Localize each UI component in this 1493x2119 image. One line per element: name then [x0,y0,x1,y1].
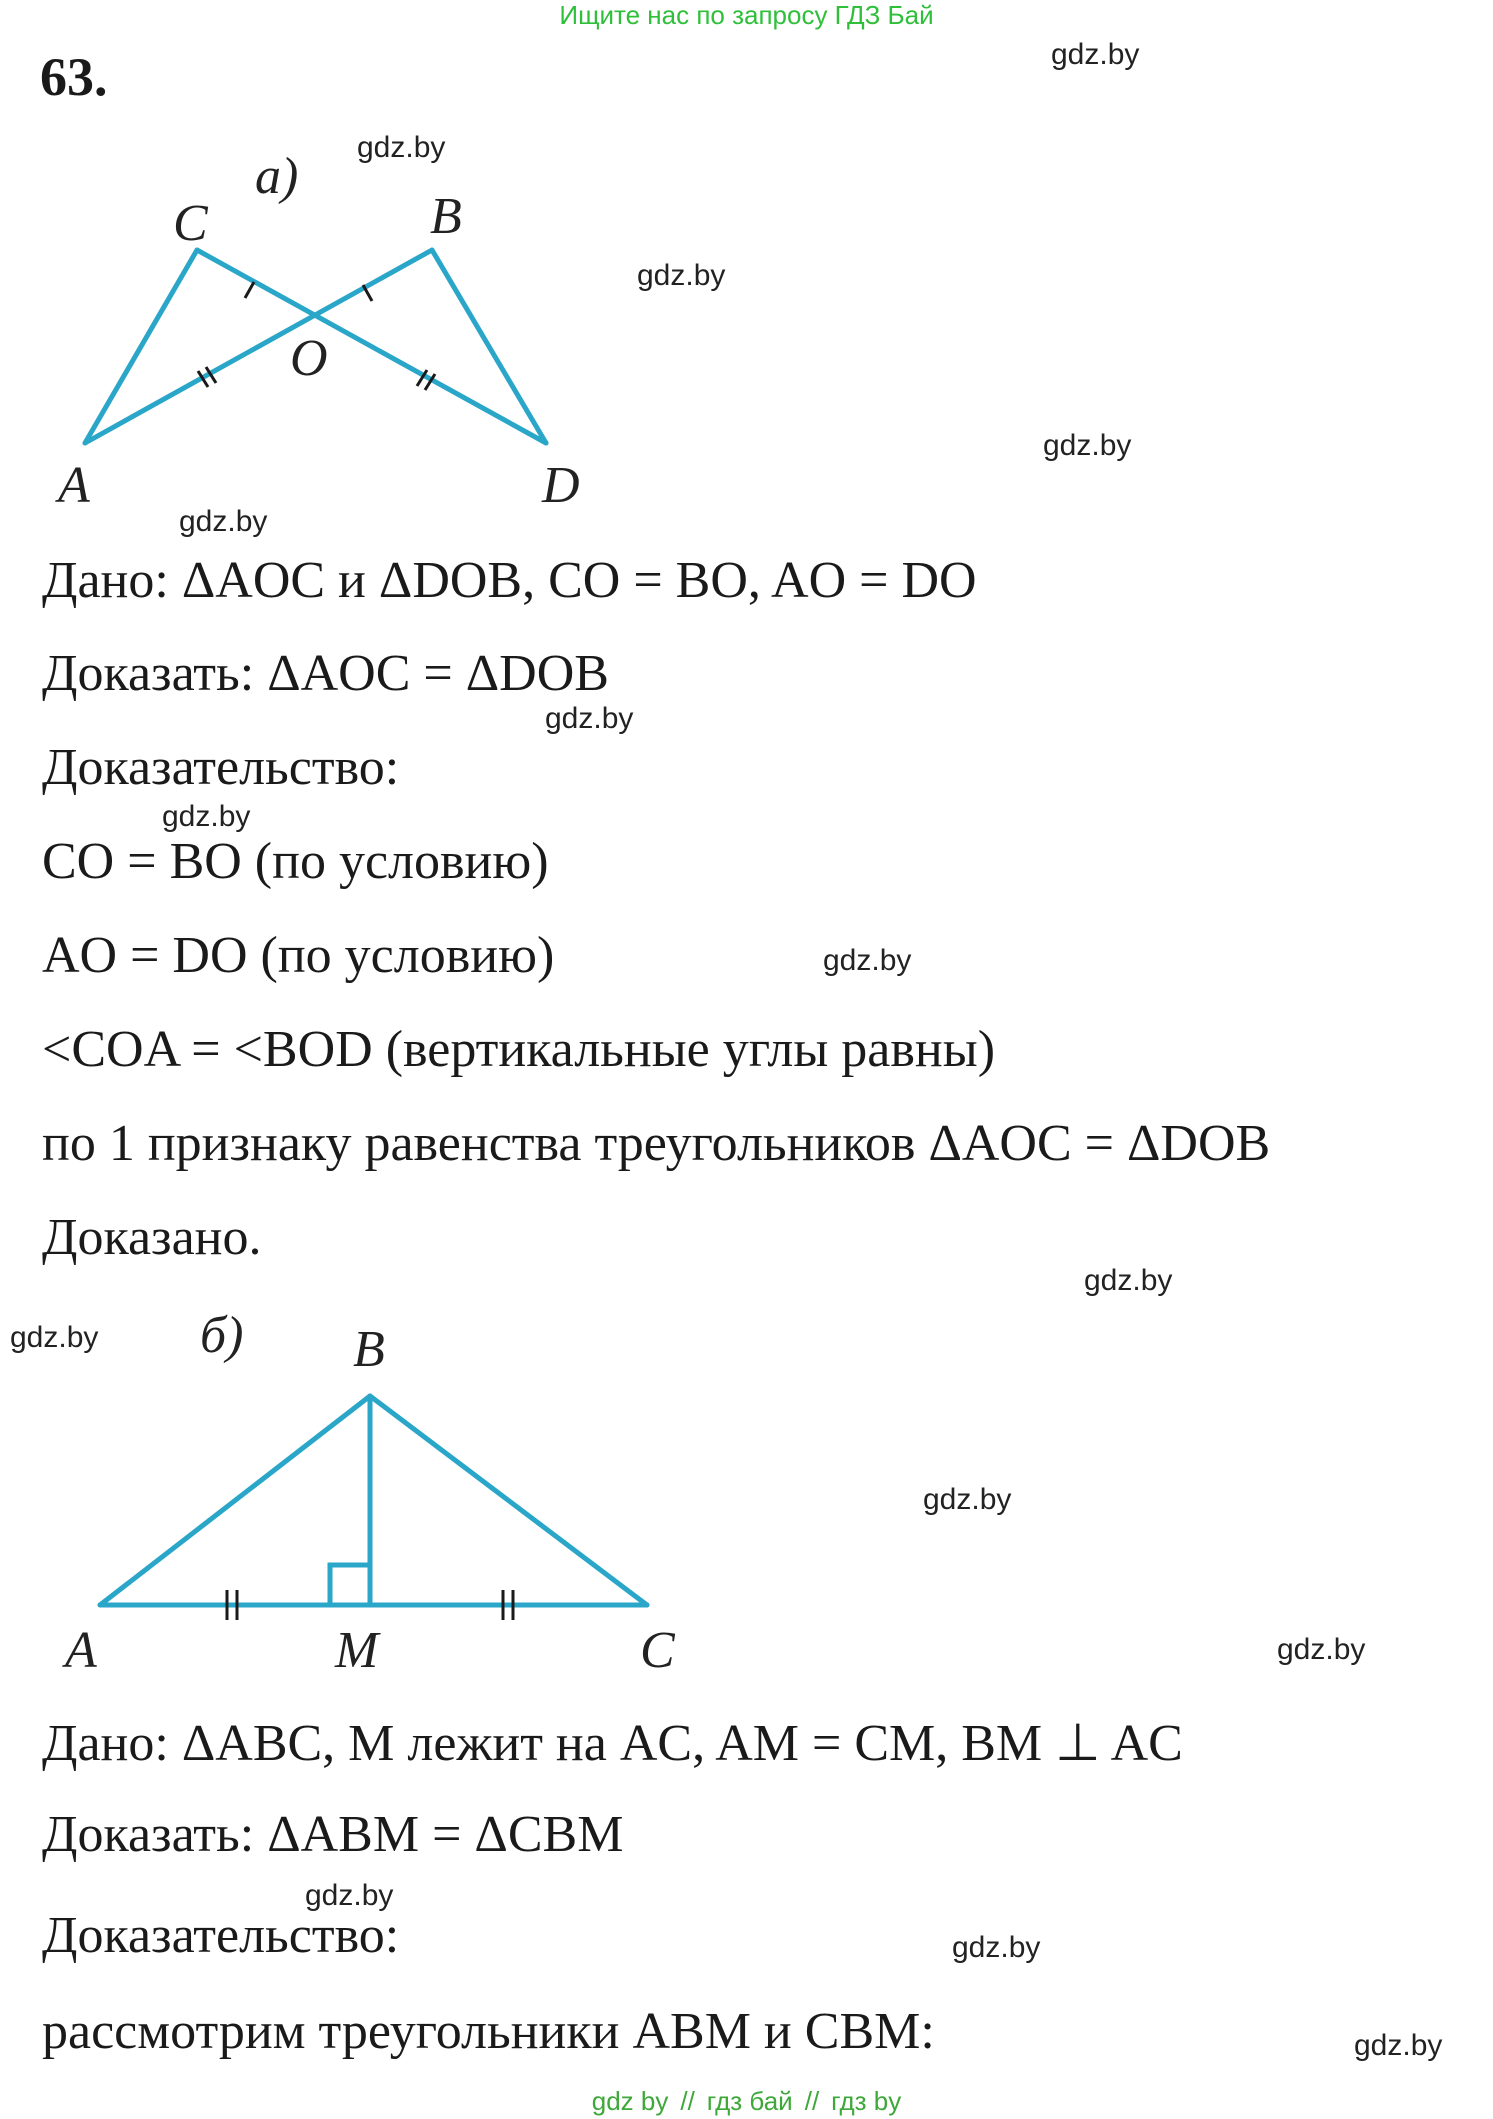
proof-step-1b: рассмотрим треугольники ABM и CBM: [42,2003,935,2060]
prove-a: Доказать: ΔAOC = ΔDOB [42,645,609,702]
proof-done-a: Доказано. [42,1209,262,1266]
label-o: O [290,330,328,387]
proof-title-a: Доказательство: [42,739,400,796]
segment-cd [197,250,546,443]
footer-link-1[interactable]: gdz by [591,2086,669,2116]
figure-a [40,140,600,520]
watermark: gdz.by [637,259,726,292]
proof-step-4a: по 1 признаку равенства треугольников ΔAOC = ΔDOB [42,1115,1271,1172]
watermark: gdz.by [162,800,251,833]
proof-step-2a: AO = DO (по условию) [42,927,555,984]
watermark: gdz.by [179,505,268,538]
footer-separator: // [680,2086,695,2116]
task-number: 63. [40,47,108,107]
label-c: C [640,1622,675,1679]
segment-ab [85,250,432,443]
watermark: gdz.by [1354,2029,1443,2062]
label-m: M [335,1622,379,1679]
watermark: gdz.by [1084,1264,1173,1297]
figure-b [50,1300,710,1690]
label-a: A [65,1622,97,1679]
watermark: gdz.by [823,944,912,977]
given-a: Дано: ΔAOC и ΔDOB, CO = BO, AO = DO [42,552,977,609]
label-b: B [430,188,462,245]
tick-co [245,282,254,298]
watermark: gdz.by [1051,38,1140,71]
figure-b-caption: б) [200,1307,244,1364]
footer-links [0,2086,1493,2117]
footer-link-2[interactable]: гдз бай [706,2086,793,2116]
watermark: gdz.by [923,1483,1012,1516]
proof-step-1a: CO = BO (по условию) [42,833,549,890]
given-b: Дано: ΔABC, M лежит на AC, AM = CM, BM ⊥ AC [42,1715,1183,1772]
watermark: gdz.by [305,1879,394,1912]
footer-separator: // [804,2086,820,2116]
figure-a-caption: а) [255,148,299,205]
prove-b: Доказать: ΔABM = ΔCBM [42,1806,624,1863]
label-c: C [173,195,208,252]
top-banner[interactable]: Ищите нас по запросу ГДЗ Бай [559,0,934,30]
proof-title-b: Доказательство: [42,1907,400,1964]
label-a: A [58,457,90,514]
segment-bc [370,1396,647,1605]
watermark: gdz.by [1277,1633,1366,1666]
watermark: gdz.by [10,1321,99,1354]
watermark: gdz.by [952,1931,1041,1964]
watermark: gdz.by [1043,429,1132,462]
watermark: gdz.by [357,131,446,164]
label-b: B [353,1321,385,1378]
watermark: gdz.by [545,702,634,735]
right-angle-mark [330,1565,370,1605]
footer-link-3[interactable]: гдз by [831,2086,902,2116]
label-d: D [542,457,580,514]
proof-step-3a: <COA = <BOD (вертикальные углы равны) [42,1021,996,1078]
